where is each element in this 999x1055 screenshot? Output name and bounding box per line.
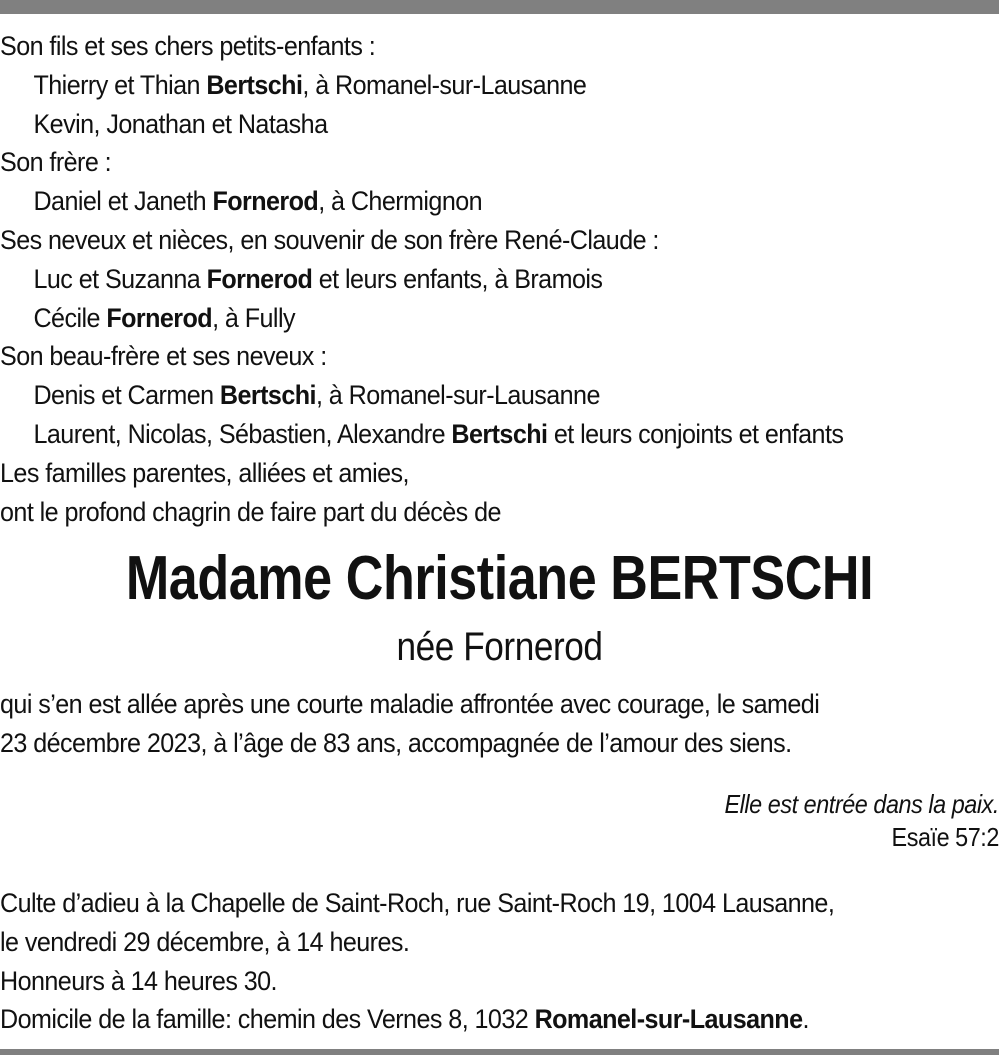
family-member: Daniel et Janeth Fornerod, à Chermignon (33, 186, 483, 217)
family-member: Denis et Carmen Bertschi, à Romanel-sur-Lausanne (33, 380, 600, 411)
bible-verse (725, 788, 999, 854)
verse-reference: Esaïe 57:2 (891, 822, 999, 852)
deceased-name: Madame Christiane BERTSCHI (125, 544, 874, 613)
top-rule (0, 0, 999, 14)
family-member: Cécile Fornerod, à Fully (33, 302, 295, 333)
family-member: Thierry et Thian Bertschi, à Romanel-sur-Lausanne (33, 69, 587, 100)
family-heading: Son beau-frère et ses neveux : (0, 341, 327, 372)
family-member: Luc et Suzanna Fornerod et leurs enfants, à Bramois (33, 263, 603, 294)
family-member: Laurent, Nicolas, Sébastien, Alexandre Bertschi et leurs conjoints et enfants (33, 418, 844, 449)
service-line: le vendredi 29 décembre, à 14 heures. (0, 926, 410, 957)
bottom-rule (0, 1049, 999, 1055)
family-member: Kevin, Jonathan et Natasha (33, 108, 328, 139)
passing-line: 23 décembre 2023, à l’âge de 83 ans, accompagnée de l’amour des siens. (0, 727, 792, 758)
passing-text (0, 685, 995, 763)
maiden-name: née Fornerod (396, 625, 603, 669)
service-line: Culte d’adieu à la Chapelle de Saint-Roch, rue Saint-Roch 19, 1004 Lausanne, (0, 888, 835, 918)
service-info (0, 884, 995, 1039)
announcement-line: ont le profond chagrin de faire part du décès de (0, 496, 501, 527)
domicile-line: Domicile de la famille: chemin des Vernes 8, 1032 Romanel-sur-Lausanne. (0, 1004, 809, 1035)
family-heading: Les familles parentes, alliées et amies, (0, 457, 409, 488)
family-heading: Son frère : (0, 147, 112, 178)
family-heading: Ses neveux et nièces, en souvenir de son frère René-Claude : (0, 224, 659, 255)
family-list (0, 27, 929, 531)
family-heading: Son fils et ses chers petits-enfants : (0, 31, 376, 61)
service-line: Honneurs à 14 heures 30. (0, 965, 277, 996)
verse-text: Elle est entrée dans la paix. (724, 789, 999, 819)
passing-line: qui s’en est allée après une courte maladie affrontée avec courage, le samedi (0, 689, 820, 719)
